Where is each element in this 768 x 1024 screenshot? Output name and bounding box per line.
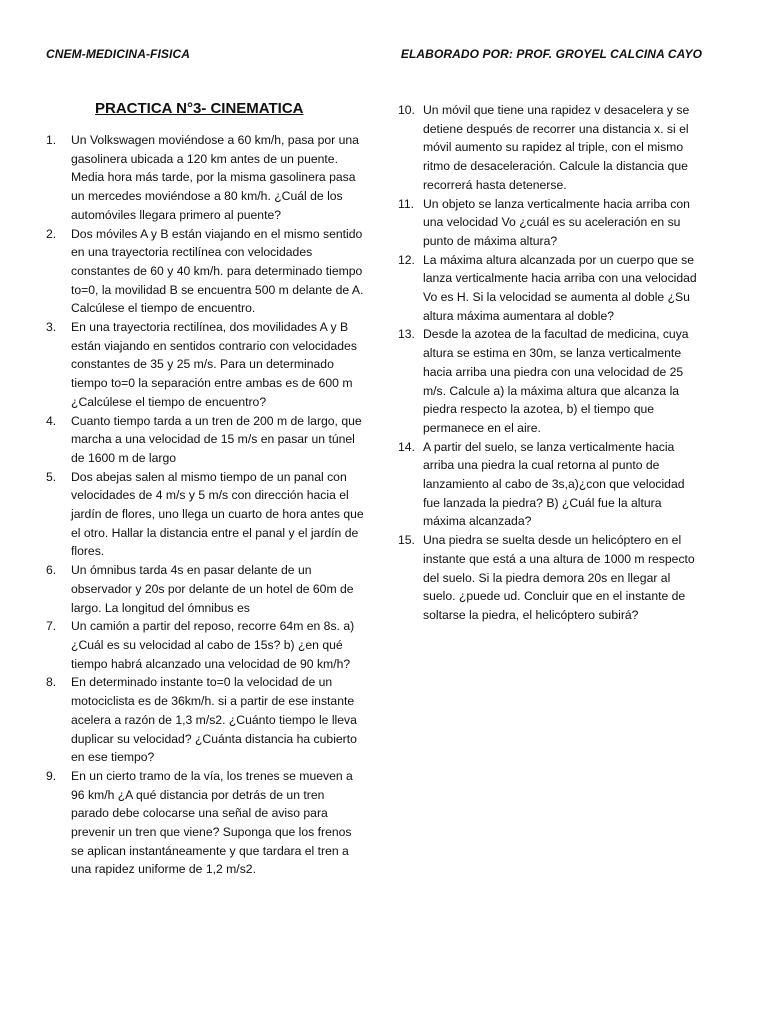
question-text: Cuanto tiempo tarda a un tren de 200 m de largo, que marcha a una velocidad de 15 m/s en pasar un túnel de 1600 m de largo <box>71 413 362 465</box>
question-item <box>46 673 364 767</box>
question-item <box>46 561 364 617</box>
question-list-left <box>46 131 364 879</box>
question-number: 11. <box>398 196 415 211</box>
question-text: Un ómnibus tarda 4s en pasar delante de un observador y 20s por delante de un hotel de 60m de largo. La longitud del ómnibus es <box>71 563 354 615</box>
question-item <box>46 412 364 468</box>
header-institution: CNEM-MEDICINA-FISICA <box>46 47 190 61</box>
question-number: 10. <box>398 103 415 117</box>
question-number: 1. <box>46 133 57 147</box>
question-number: 3. <box>46 320 57 335</box>
question-item <box>398 195 704 251</box>
question-text: Dos móviles A y B están viajando en el mismo sentido en una trayectoria rectilínea con velocidades constantes de 60 y 40 km/h. para determinado tiempo to=0, la movilidad B se encuentra 500 m delante de A. Calcúlese el tiempo de encuentro. <box>71 226 364 316</box>
question-number: 5. <box>46 469 57 484</box>
question-item <box>398 531 704 625</box>
question-item <box>46 617 364 673</box>
question-item <box>46 767 364 879</box>
question-list-right <box>398 101 704 625</box>
question-item <box>46 468 364 562</box>
question-text: Una piedra se suelta desde un helicóptero en el instante que está a una altura de 1000 m respecto del suelo. Si la piedra demora 20s en llegar al suelo. ¿puede ud. Concluir que en el instante de soltarse la piedra, el helicóptero subirá? <box>423 533 695 622</box>
header-author: ELABORADO POR: PROF. GROYEL CALCINA CAYO <box>400 47 702 61</box>
question-number: 15. <box>398 533 415 548</box>
question-item <box>398 251 704 326</box>
question-number: 14. <box>398 439 415 454</box>
question-text: Un Volkswagen moviéndose a 60 km/h, pasa por una gasolinera ubicada a 120 km antes de un puente. Media hora más tarde, por la misma gasolinera pasa un mercedes moviéndose a 80 km/h. ¿Cuál de los automóviles llegara primero al puente? <box>71 133 359 222</box>
question-text: Desde la azotea de la facultad de medicina, cuya altura se estima en 30m, se lanza verticalmente hacia arriba una piedra con una velocidad de 25 m/s. Calcule a) la máxima altura que alcanza la piedra respecto la azotea, b) el tiempo que permanece en el aire. <box>423 327 689 435</box>
question-item <box>46 318 364 412</box>
question-number: 13. <box>398 327 415 342</box>
question-text: En un cierto tramo de la vía, los trenes se mueven a 96 km/h ¿A qué distancia por detrás de un tren parado debe colocarse una señal de aviso para prevenir un tren que viene? Suponga que los frenos se aplican instantáneamente y que tardara el tren a una rapidez uniforme de 1,2 m/s2. <box>71 768 353 877</box>
question-text: Un objeto se lanza verticalmente hacia arriba con una velocidad Vo ¿cuál es su aceleración en su punto de máxima altura? <box>423 196 690 248</box>
question-text: Un camión a partir del reposo, recorre 64m en 8s. a) ¿Cuál es su velocidad al cabo de 15s? b) ¿en qué tiempo habrá alcanzado una velocidad de 90 km/h? <box>71 619 355 671</box>
question-number: 9. <box>46 768 57 783</box>
page-header <box>46 47 702 65</box>
question-number: 7. <box>46 619 57 634</box>
question-number: 4. <box>46 413 57 428</box>
page-title: PRACTICA N°3- CINEMATICA <box>95 100 304 117</box>
question-text: En determinado instante to=0 la velocidad de un motociclista es de 36km/h. si a partir de ese instante acelera a razón de 1,3 m/s2. ¿Cuánto tiempo le lleva duplicar su velocidad? ¿Cuánta distancia ha cubierto en ese tiempo? <box>71 675 357 765</box>
question-text: La máxima altura alcanzada por un cuerpo que se lanza verticalmente hacia arriba con una velocidad Vo es H. Si la velocidad se aumenta al doble ¿Su altura máxima aumentara al doble? <box>423 252 697 323</box>
question-number: 8. <box>46 675 57 690</box>
question-text: Un móvil que tiene una rapidez v desacelera y se detiene después de recorrer una distancia x. si el móvil aumento su rapidez al triple, con el mismo ritmo de desaceleración. Calcule la distancia que recorrerá hasta detenerse. <box>423 103 690 192</box>
question-item <box>46 225 364 319</box>
question-text: En una trayectoria rectilínea, dos movilidades A y B están viajando en sentidos contrario con velocidades constantes de 35 y 25 m/s. Para un determinado tiempo to=0 la separación entre ambas es de 600 m ¿Calcúlese el tiempo de encuentro? <box>71 320 357 409</box>
question-number: 2. <box>46 226 57 241</box>
question-number: 6. <box>46 563 57 578</box>
question-item <box>46 131 364 225</box>
question-number: 12. <box>398 252 415 267</box>
question-text: Dos abejas salen al mismo tiempo de un panal con velocidades de 4 m/s y 5 m/s con dirección hacia el jardín de flores, uno llega un cuarto de hora antes que el otro. Hallar la distancia entre el panal y el jardín de flores. <box>71 469 364 559</box>
question-item <box>398 438 704 532</box>
question-item <box>398 101 704 195</box>
question-text: A partir del suelo, se lanza verticalmente hacia arriba una piedra la cual retorna al punto de lanzamiento al cabo de 3s,a)¿con que velocidad fue lanzada la piedra? B) ¿Cuál fue la altura máxima alcanzada? <box>423 439 685 529</box>
question-item <box>398 325 704 437</box>
